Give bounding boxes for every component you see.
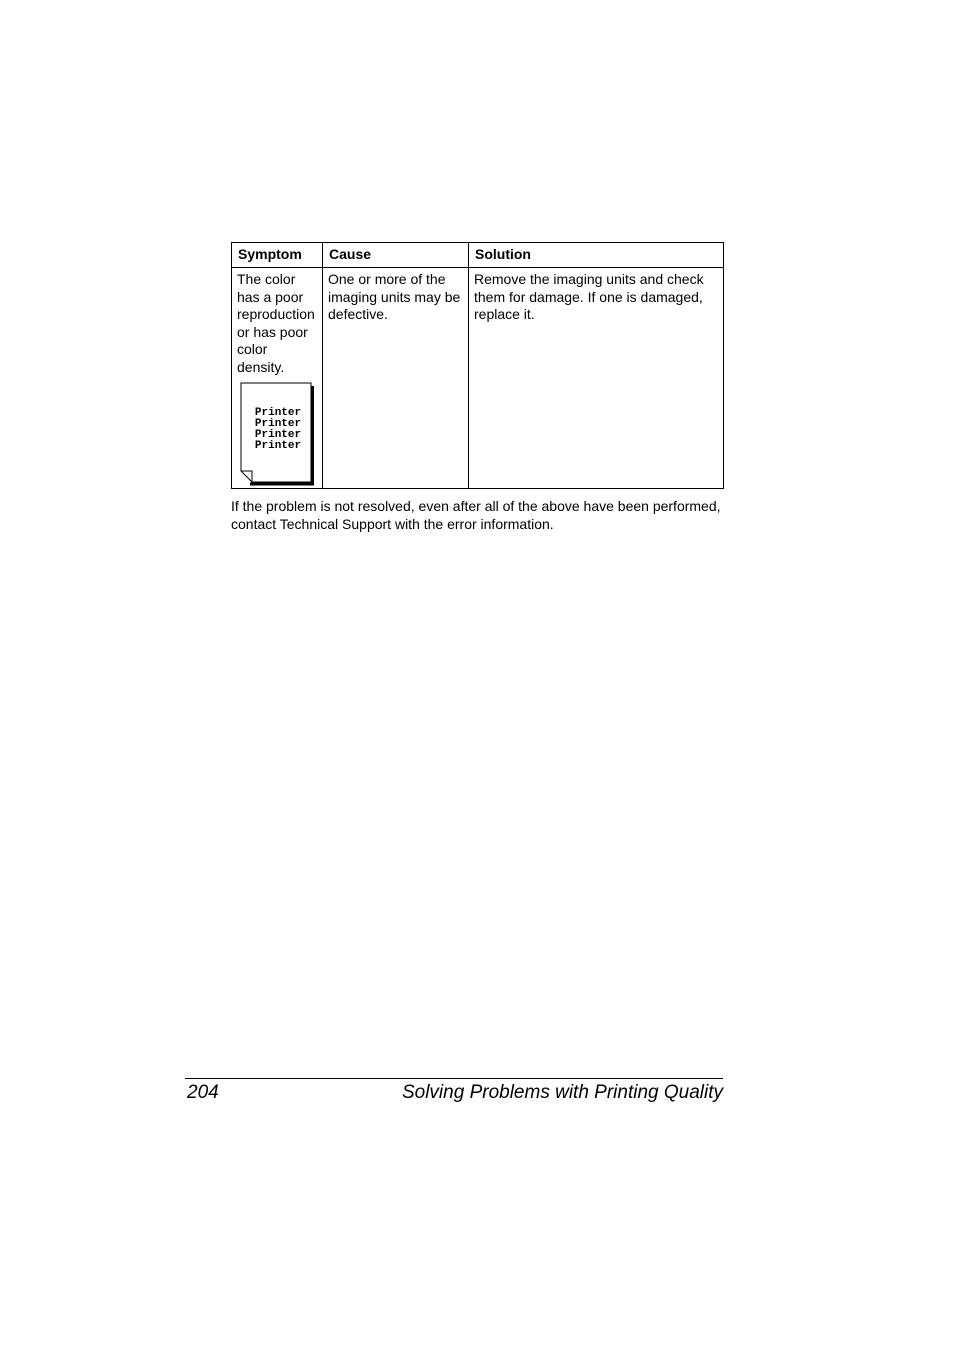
cause-cell: One or more of the imaging units may be defective. bbox=[323, 268, 469, 489]
symptom-text: The color has a poor reproduction or has poor color density. bbox=[237, 271, 315, 375]
running-title: Solving Problems with Printing Quality bbox=[401, 1082, 723, 1103]
table-row bbox=[232, 268, 724, 489]
sample-line: Printer bbox=[254, 418, 302, 430]
table-header-row bbox=[232, 243, 724, 268]
support-note: If the problem is not resolved, even after all of the above have been performed, contact Technical Support with the error information. bbox=[231, 498, 721, 532]
troubleshooting-table bbox=[231, 242, 724, 489]
sample-text-lines bbox=[252, 408, 304, 452]
symptom-cell bbox=[232, 268, 323, 489]
sample-line: Printer bbox=[254, 407, 302, 419]
header-solution: Solution bbox=[469, 243, 724, 268]
solution-cell: Remove the imaging units and check them for damage. If one is damaged, replace it. bbox=[469, 268, 724, 489]
header-symptom: Symptom bbox=[232, 243, 323, 268]
sample-line: Printer bbox=[254, 440, 302, 452]
sample-line: Printer bbox=[254, 429, 302, 441]
sample-print-illustration bbox=[240, 382, 312, 482]
header-cause: Cause bbox=[323, 243, 469, 268]
footer-divider bbox=[185, 1078, 723, 1079]
page-number: 204 bbox=[187, 1082, 219, 1103]
